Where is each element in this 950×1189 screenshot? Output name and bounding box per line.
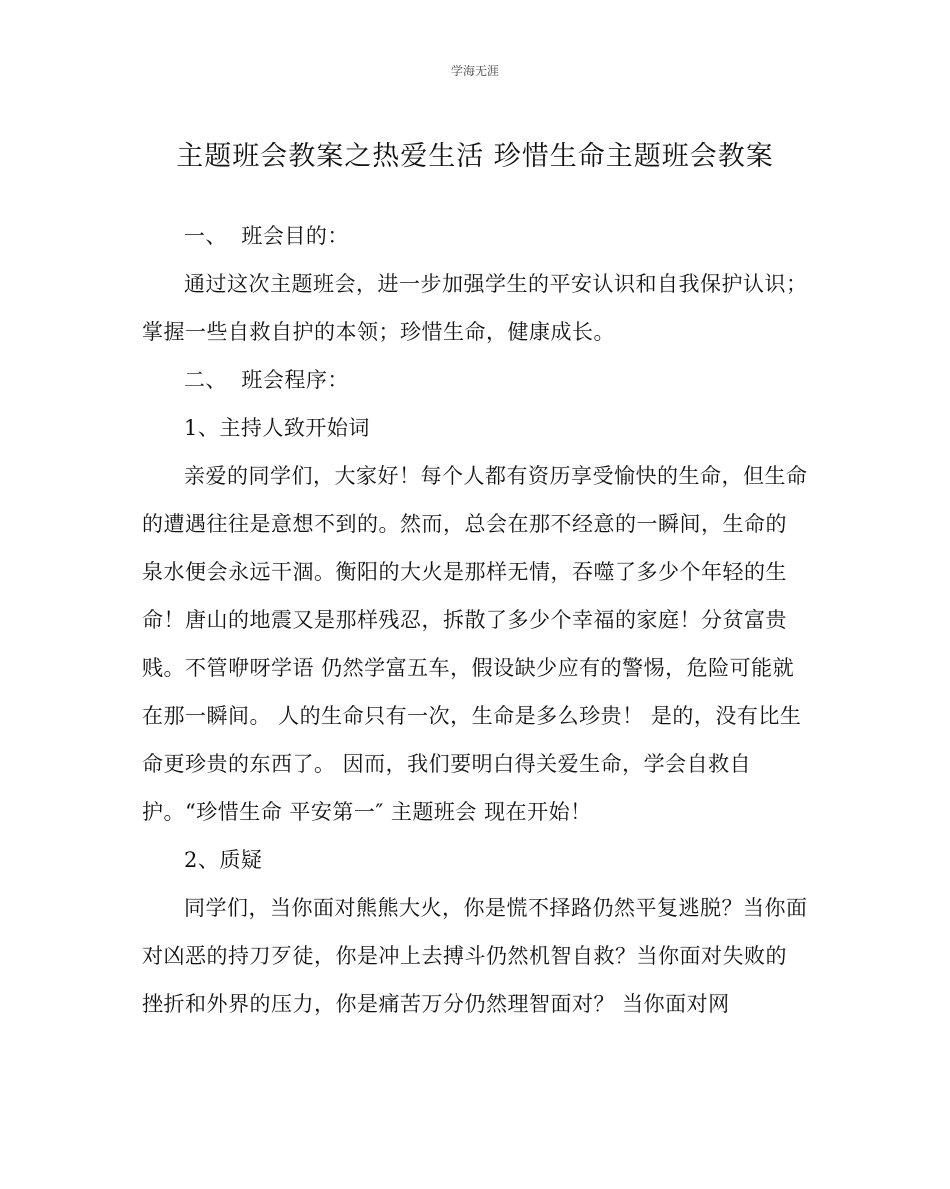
paragraph-questions: 同学们，当你面对熊熊大火，你是慌不择路仍然平复逃脱？当你面对凶恶的持刀歹徒，你是冲上去搏斗仍然机智自救？当你面对失败的挫折和外界的压力，你是痛苦万分仍然理智面对？ 当你面对网 [142, 896, 808, 1016]
subheading-questions: 2、质疑 [184, 848, 263, 872]
section-heading-procedure: 二、 班会程序： [184, 368, 349, 392]
paragraph-opening-speech: 亲爱的同学们，大家好！每个人都有资历享受愉快的生命，但生命的遭遇往往是意想不到的。然而，总会在那不经意的一瞬间，生命的泉水便会永远干涸。衡阳的大火是那样无情，吞噬了多少个年轻的生命！唐山的地震又是那样残忍，拆散了多少个幸福的家庭！分贫富贵贱。不管咿呀学语 仍然学富五车，假设缺少应有的警惕，危险可能就在那一瞬间。 人的生命只有一次，生命是多么珍贵！ 是的，没有比生命更珍贵的东西了。 因而，我们要明白得关爱生命，学会自救自护。“珍惜生命 平安第一″ 主题班会 现在开始！ [142, 464, 808, 824]
section-heading-purpose: 一、 班会目的： [184, 224, 349, 248]
paragraph-purpose: 通过这次主题班会，进一步加强学生的平安认识和自我保护认识；掌握一些自救自护的本领；珍惜生命，健康成长。 [142, 272, 808, 344]
subheading-opening: 1、主持人致开始词 [184, 416, 370, 440]
document-title: 主题班会教案之热爱生活 珍惜生命主题班会教案 [176, 141, 774, 172]
page-header: 学海无涯 [450, 64, 499, 78]
document-body [142, 212, 808, 1028]
